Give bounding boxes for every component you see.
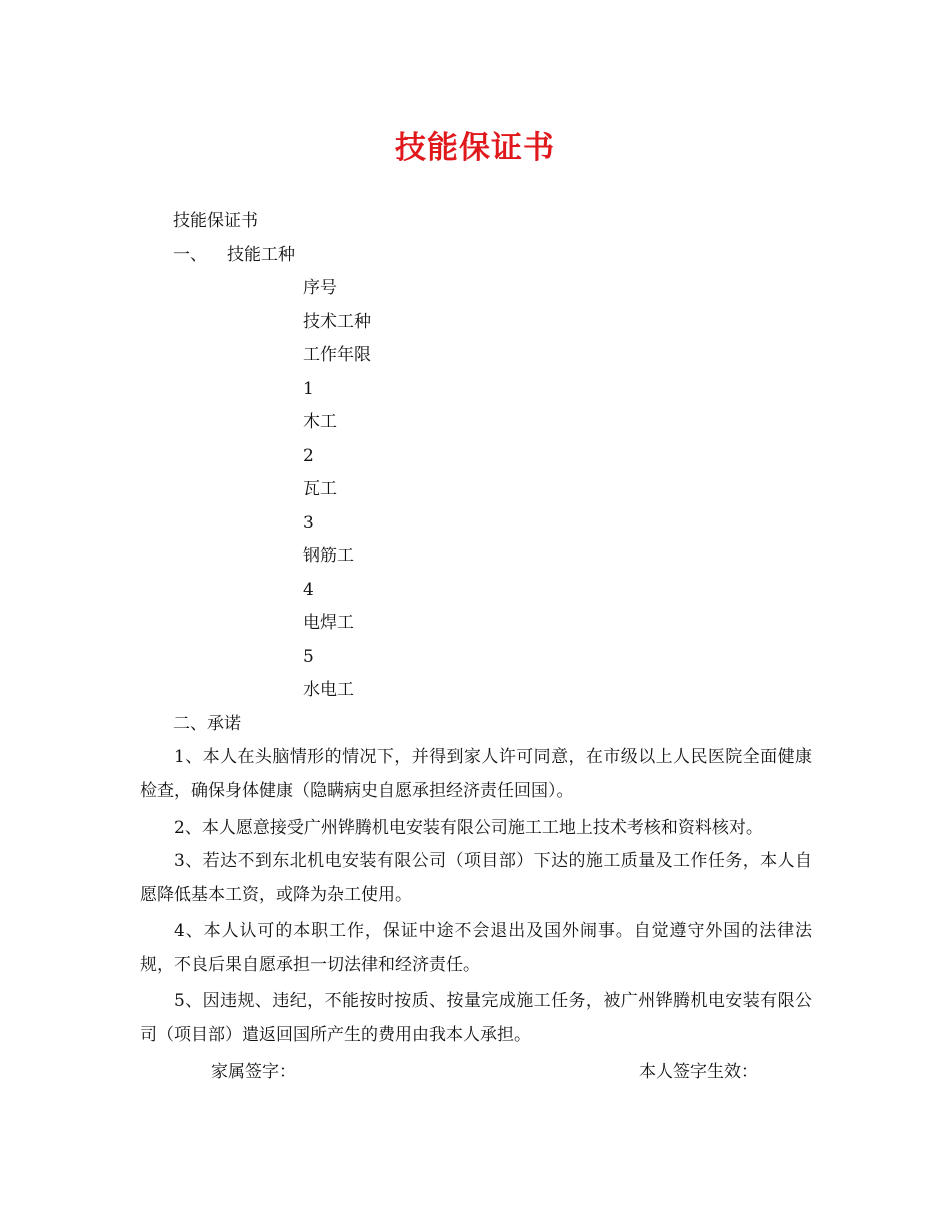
table-line: 工作年限: [303, 345, 371, 365]
table-line: 水电工: [303, 680, 354, 700]
commitment-paragraph: 4、本人认可的本职工作，保证中途不会退出及国外闹事。自觉遵守外国的法律法规，不良后果自愿承担一切法律和经济责任。: [140, 921, 812, 975]
document-title: 技能保证书: [395, 130, 555, 166]
table-line: 木工: [303, 412, 337, 432]
table-line: 1: [303, 379, 314, 399]
family-signature-label: 家属签字：: [211, 1062, 296, 1082]
commitment-paragraph: 2、本人愿意接受广州铧腾机电安装有限公司施工工地上技术考核和资料核对。: [174, 818, 763, 838]
table-line: 3: [303, 513, 314, 533]
table-line: 5: [303, 647, 314, 667]
table-line: 4: [303, 580, 314, 600]
table-line: 序号: [303, 278, 337, 298]
table-line: 2: [303, 446, 314, 466]
commitment-paragraph: 5、因违规、违纪，不能按时按质、按量完成施工任务，被广州铧腾机电安装有限公司（项目部）遣返回国所产生的费用由我本人承担。: [140, 991, 812, 1045]
section-1-heading: [173, 243, 295, 267]
table-line: 钢筋工: [303, 546, 354, 566]
self-signature-label: 本人签字生效：: [639, 1062, 758, 1082]
section-1-number: 一、: [173, 245, 207, 265]
document-heading: 技能保证书: [173, 211, 258, 231]
table-line: 电焊工: [303, 613, 354, 633]
commitment-paragraph: 3、若达不到东北机电安装有限公司（项目部）下达的施工质量及工作任务，本人自愿降低基本工资，或降为杂工使用。: [140, 851, 812, 905]
table-line: 技术工种: [303, 312, 371, 332]
section-1-label: 技能工种: [227, 245, 295, 265]
section-2-heading: 二、承诺: [173, 714, 241, 734]
table-line: 瓦工: [303, 479, 337, 499]
commitment-paragraph: 1、本人在头脑情形的情况下，并得到家人许可同意，在市级以上人民医院全面健康检查，确保身体健康（隐瞒病史自愿承担经济责任回国）。: [140, 747, 812, 801]
